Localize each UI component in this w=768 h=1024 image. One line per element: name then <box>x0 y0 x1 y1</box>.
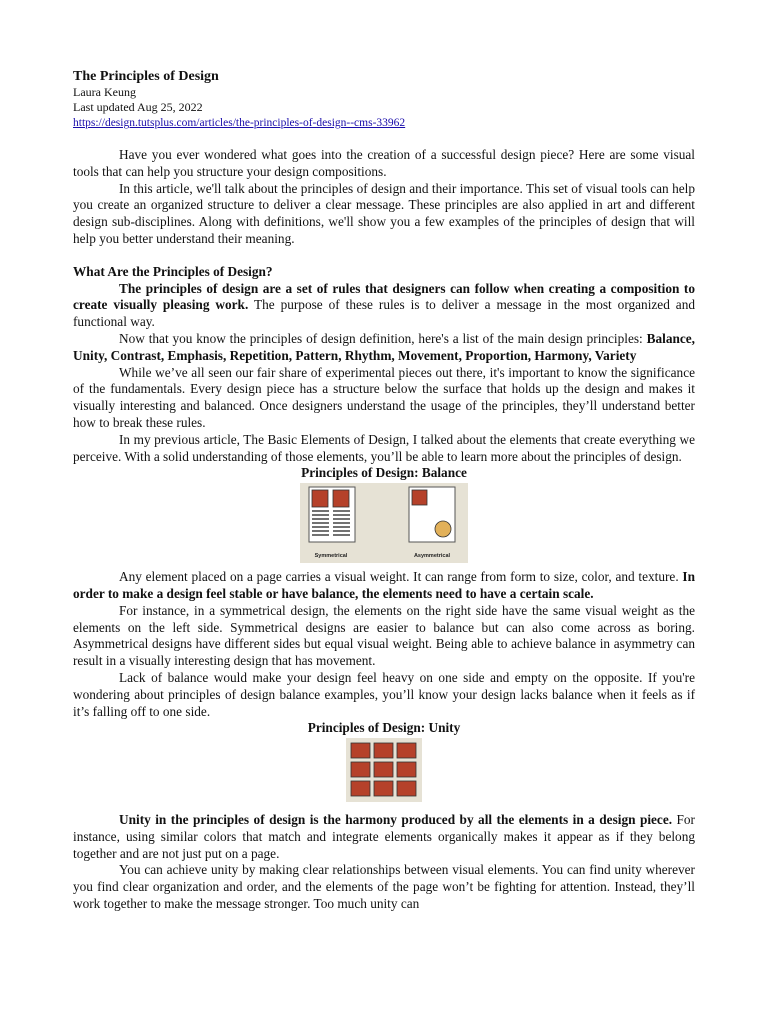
balance-figure <box>300 483 468 563</box>
spacer <box>73 131 695 147</box>
last-updated: Last updated Aug 25, 2022 <box>73 99 203 114</box>
previous-article-paragraph: In my previous article, The Basic Elements of Design, I talked about the elements that create everything we perceive. With a solid understanding of those elements, you’ll be able to learn more about the principles of design. <box>73 431 695 464</box>
symmetrical-label: Symmetrical <box>314 553 348 560</box>
unity-figure <box>346 738 422 802</box>
symmetry-paragraph: For instance, in a symmetrical design, the elements on the right side have the same visual weight as the elements on the left side. Symmetrical designs are easier to balance but can also come across as boring. Asymmetrical designs have different sides but equal visual weight. Being able to achieve balance in asymmetry can result in a visually interesting design that has movement. <box>73 602 695 669</box>
spacer <box>73 248 695 264</box>
visual-weight-paragraph <box>73 569 695 603</box>
definition-rest: The purpose of these rules is to deliver a message in the most organized and functional way. <box>73 297 695 330</box>
unity-definition-paragraph <box>73 812 695 862</box>
principles-list-paragraph <box>73 331 695 365</box>
source-link[interactable]: https://design.tutsplus.com/articles/the-principles-of-design--cms-33962 <box>73 117 406 130</box>
unity-caption: Principles of Design: Unity <box>307 720 461 736</box>
visual-weight-bold: In order to make a design feel stable or have balance, the elements need to have a certain scale. <box>73 569 695 601</box>
author: Laura Keung <box>73 85 136 99</box>
definition-bold: The principles of design are a set of rules that designers can follow when creating a composition to create visually pleasing work. <box>73 280 695 313</box>
unity-relationships-paragraph: You can achieve unity by making clear relationships between visual elements. You can find unity wherever you find clear organization and order, and the elements of the page won’t be fighting for attention. Instead, they’ll work together to make the message stronger. Too much unity can <box>73 862 695 912</box>
intro-paragraph-2: In this article, we'll talk about the principles of design and their importance. This set of visual tools can help you create an organized structure to deliver a clear message. These principles are also applied in art and different design sub-disciplines. Along with definitions, we'll show you a few examples of the principles of design that will help you better understand their meaning. <box>73 180 695 246</box>
definition-paragraph <box>73 281 695 331</box>
lack-of-balance-paragraph: Lack of balance would make your design feel heavy on one side and empty on the opposite. If you're wondering about principles of design balance examples, you’ll know your design lacks balance when it feels as if it’s falling off to one side. <box>73 669 695 719</box>
asymmetrical-label: Asymmetrical <box>413 553 451 560</box>
asymmetrical-layout <box>409 487 455 542</box>
fundamentals-paragraph: While we’ve all seen our fair share of experimental pieces out there, it's important to know the significance of the fundamentals. Every design piece has a structure below the surface that holds up the design and makes it visually interesting and balanced. Once designers understand the usage of the principles, they’ll understand better how to break these rules. <box>73 364 695 430</box>
principles-list-intro: Now that you know the principles of design definition, here's a list of the main design principles: <box>119 330 647 346</box>
intro-paragraph-1: Have you ever wondered what goes into the creation of a successful design piece? Here are some visual tools that can help you structure your design compositions. <box>73 146 695 179</box>
visual-weight-intro: Any element placed on a page carries a visual weight. It can range from form to size, color, and texture. <box>119 569 683 585</box>
symmetrical-layout <box>309 487 355 542</box>
section-heading: What Are the Principles of Design? <box>73 263 273 279</box>
balance-caption: Principles of Design: Balance <box>301 465 467 481</box>
document-title: The Principles of Design <box>73 69 219 84</box>
principles-list: Balance, Unity, Contrast, Emphasis, Repetition, Pattern, Rhythm, Movement, Proportion, Harmony, Variety <box>73 330 695 363</box>
document-page <box>73 68 695 913</box>
unity-definition-rest: For instance, using similar colors that match and integrate elements organically makes it appear as if they belong together and are not just put on a page. <box>73 812 695 861</box>
unity-definition-bold: Unity in the principles of design is the harmony produced by all the elements in a design piece. <box>119 812 673 828</box>
